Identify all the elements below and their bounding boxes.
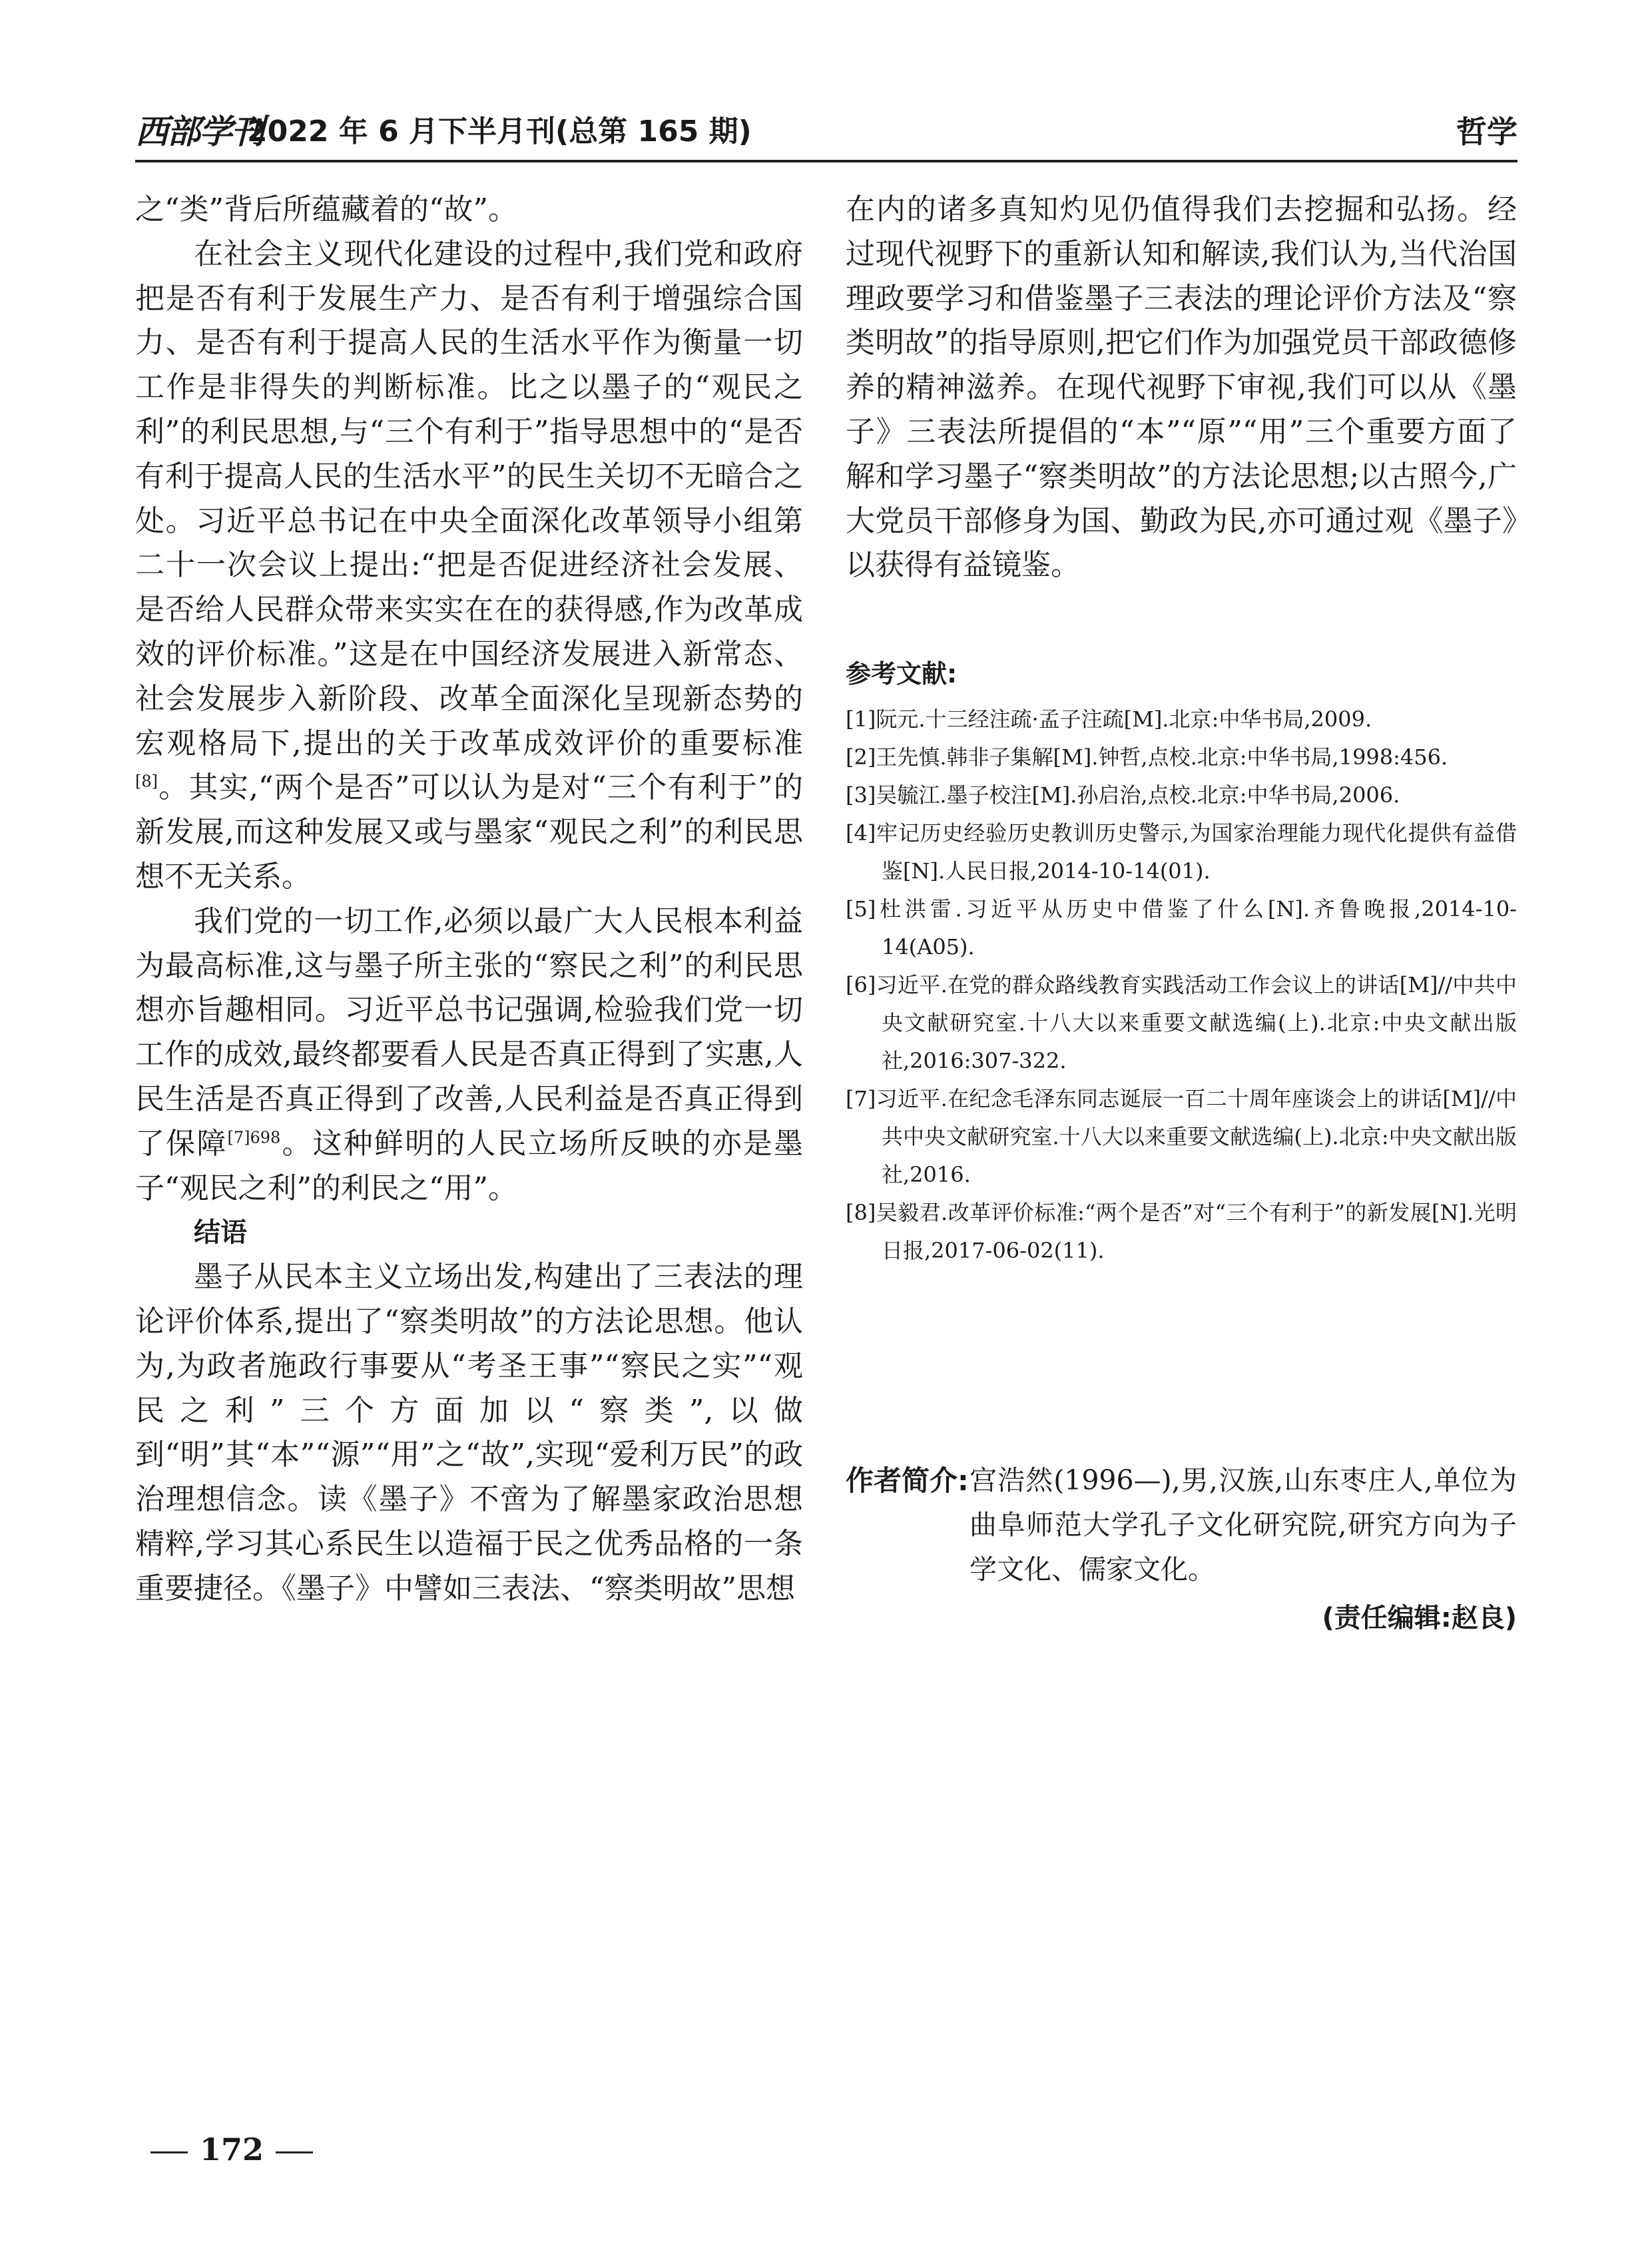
paragraph: 墨子从民本主义立场出发,构建出了三表法的理论评价体系,提出了“察类明故”的方法论思想。他认为,为政者施政行事要从“考圣王事”“察民之实”“观民之利”三个方面加以“察类”,以做到“明”其“本”“源”“用”之“故”,实现“爱利万民”的政治理想信念。读《墨子》不啻为了解墨家政治思想精粹,学习其心系民生以造福于民之优秀品格的一条重要捷径。《墨子》中譬如三表法、“察类明故”思想 [135,1260,803,1605]
page-header [135,112,1517,152]
reference-item: [1]阮元.十三经注疏·孟子注疏[M].北京:中华书局,2009. [846,706,1372,732]
left-dash [150,2151,188,2153]
page-number [138,2129,325,2169]
right-column [846,188,1517,588]
section-label: 哲学 [1456,114,1517,150]
paragraph [135,232,803,900]
reference-item: [5]杜洪雷.习近平从历史中借鉴了什么[N].齐鲁晚报,2014-10-14(A05). [846,896,1517,960]
references-section [846,654,1517,1270]
conclusion-heading: 结语 [194,1217,247,1249]
paragraph [135,900,803,1211]
journal-masthead: 西部学刊 [135,112,263,151]
right-dash [276,2151,313,2153]
editor-credit: (责任编辑:赵良) [1322,1603,1517,1633]
citation-marker: [8] [135,772,158,791]
citation-marker: [7]698 [227,1128,281,1147]
reference-item: [4]牢记历史经验历史教训历史警示,为国家治理能力现代化提供有益借鉴[N].人民日报,2014-10-14(01). [846,820,1517,884]
reference-item: [6]习近平.在党的群众路线教育实践活动工作会议上的讲话[M]//中共中央文献研究室.十八大以来重要文献选编(上).北京:中央文献出版社,2016:307-322. [846,972,1517,1073]
author-label: 作者简介: [846,1464,969,1497]
left-column [135,188,803,1611]
reference-item: [2]王先慎.韩非子集解[M].钟哲,点校.北京:中华书局,1998:456. [846,744,1448,770]
paragraph: 之“类”背后所蕴藏着的“故”。 [135,192,517,226]
issue-info: 2022 年 6 月下半月刊(总第 165 期) [247,115,752,148]
page-number-text: 172 [200,2131,264,2167]
paragraph: 在内的诸多真知灼见仍值得我们去挖掘和弘扬。经过现代视野下的重新认知和解读,我们认为,当代治国理政要学习和借鉴墨子三表法的理论评价方法及“察类明故”的指导原则,把它们作为加强党员干部政德修养的精神滋养。在现代视野下审视,我们可以从《墨子》三表法所提倡的“本”“原”“用”三个重要方面了解和学习墨子“察类明故”的方法论思想;以古照今,广大党员干部修身为国、勤政为民,亦可通过观《墨子》以获得有益镜鉴。 [846,192,1517,583]
paragraph-text: 。这种鲜明的人民立场所反映的亦是墨子“观民之利”的利民之“用”。 [135,1126,804,1205]
paragraph-text: 。其实,“两个是否”可以认为是对“三个有利于”的新发展,而这种发展又或与墨家“观民之利”的利民思想不无关系。 [135,770,803,894]
reference-item: [8]吴毅君.改革评价标准:“两个是否”对“三个有利于”的新发展[N].光明日报,2017-06-02(11). [846,1200,1517,1263]
paragraph-text: 我们党的一切工作,必须以最广大人民根本利益为最高标准,这与墨子所主张的“察民之利”的利民思想亦旨趣相同。习近平总书记强调,检验我们党一切工作的成效,最终都要看人民是否真正得到了实惠,人民生活是否真正得到了改善,人民利益是否真正得到了保障 [135,904,803,1161]
references-title: 参考文献: [846,659,958,689]
paragraph-text: 在社会主义现代化建设的过程中,我们党和政府把是否有利于发展生产力、是否有利于增强综合国力、是否有利于提高人民的生活水平作为衡量一切工作是非得失的判断标准。比之以墨子的“观民之利”的利民思想,与“三个有利于”指导思想中的“是否有利于提高人民的生活水平”的民生关切不无暗合之处。习近平总书记在中央全面深化改革领导小组第二十一次会议上提出:“把是否促进经济社会发展、是否给人民群众带来实实在在的获得感,作为改革成效的评价标准。”这是在中国经济发展进入新常态、社会发展步入新阶段、改革全面深化呈现新态势的宏观格局下,提出的关于改革成效评价的重要标准 [135,236,804,760]
header-rule [135,160,1517,162]
author-text: 宫浩然(1996—),男,汉族,山东枣庄人,单位为曲阜师范大学孔子文化研究院,研究方向为子学文化、儒家文化。 [969,1464,1517,1585]
reference-item: [3]吴毓江.墨子校注[M].孙启治,点校.北京:中华书局,2006. [846,782,1400,808]
reference-item: [7]习近平.在纪念毛泽东同志诞辰一百二十周年座谈会上的讲话[M]//中共中央文献研究室.十八大以来重要文献选编(上).北京:中央文献出版社,2016. [846,1086,1517,1187]
